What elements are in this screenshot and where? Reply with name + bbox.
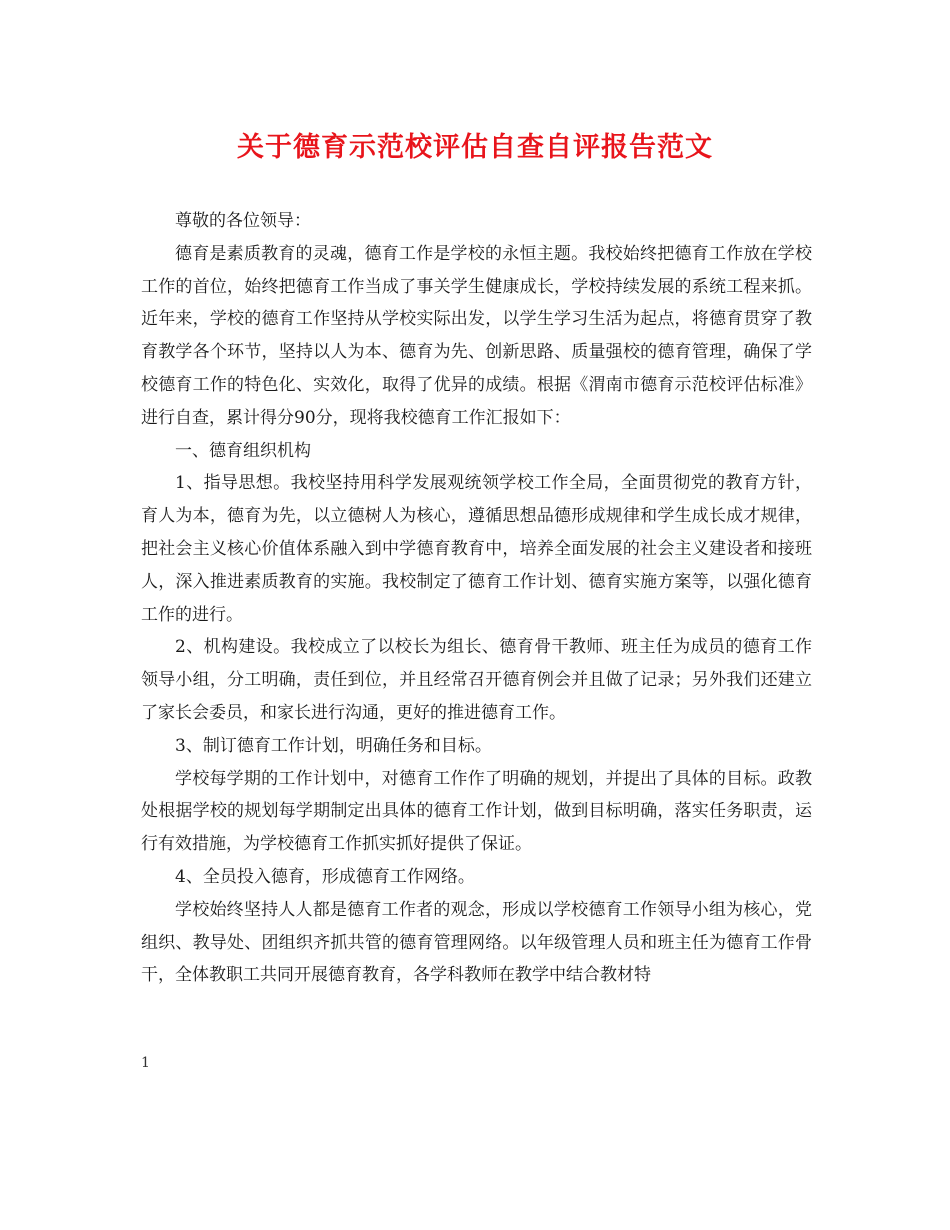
paragraph-guiding-ideology: 1、指导思想。我校坚持用科学发展观统领学校工作全局，全面贯彻党的教育方针，育人为本，德育为先，以立德树人为核心，遵循思想品德形成规律和学生成长成才规律，把社会主义核心价值体系融入到中学德育教育中，培养全面发展的社会主义建设者和接班人，深入推进素质教育的实施。我校制定了德育工作计划、德育实施方案等，以强化德育工作的进行。 [141,473,812,625]
paragraph-organization: 2、机构建设。我校成立了以校长为组长、德育骨干教师、班主任为成员的德育工作领导小组，分工明确，责任到位，并且经常召开德育例会并且做了记录；另外我们还建立了家长会委员，和家长进行沟通，更好的推进德育工作。 [141,637,812,723]
paragraph-plan: 学校每学期的工作计划中，对德育工作作了明确的规划，并提出了具体的目标。政教处根据学校的规划每学期制定出具体的德育工作计划，做到目标明确，落实任务职责，运行有效措施，为学校德育工作抓实抓好提供了保证。 [141,768,812,855]
document-body [141,205,812,992]
salutation: 尊敬的各位领导： [175,211,311,231]
subheading-network: 4、全员投入德育，形成德育工作网络。 [175,866,475,887]
paragraph-network: 学校始终坚持人人都是德育工作者的观念，形成以学校德育工作领导小组为核心，党组织、教导处、团组织齐抓共管的德育管理网络。以年级管理人员和班主任为德育工作骨干，全体教职工共同开展德育教育，各学科教师在教学中结合教材特 [141,899,812,986]
section-heading: 一、德育组织机构 [175,440,311,461]
document-title: 关于德育示范校评估自查自评报告范文 [237,132,713,163]
paragraph-intro: 德育是素质教育的灵魂，德育工作是学校的永恒主题。我校始终把德育工作放在学校工作的首位，始终把德育工作当成了事关学生健康成长，学校持续发展的系统工程来抓。近年来，学校的德育工作坚持从学校实际出发，以学生学习生活为起点，将德育贯穿了教育教学各个环节，坚持以人为本、德育为先、创新思路、质量强校的德育管理，确保了学校德育工作的特色化、实效化，取得了优异的成绩。根据《渭南市德育示范校评估标准》进行自查，累计得分90分，现将我校德育工作汇报如下： [141,243,812,428]
subheading-plan: 3、制订德育工作计划，明确任务和目标。 [175,735,492,756]
page-number: 1 [141,1055,150,1071]
